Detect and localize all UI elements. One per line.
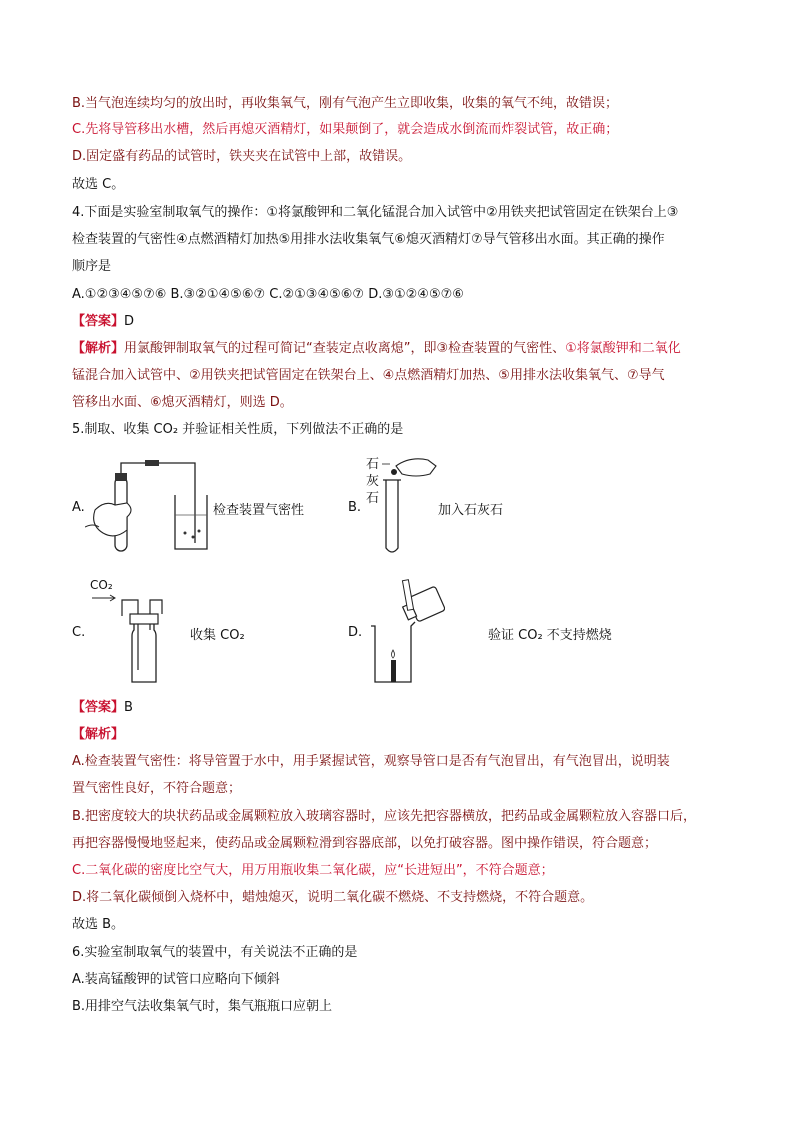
text-line: C.先将导管移出水槽，然后再熄灭酒精灯，如果颠倒了，就会造成水倒流而炸裂试管，故正确； [72, 122, 619, 137]
option-d-caption: 验证 CO₂ 不支持燃烧 [488, 628, 612, 643]
analysis-line: C.二氧化碳的密度比空气大，用万用瓶收集二氧化碳，应“长进短出”，不符合题意； [72, 863, 554, 878]
question-4-line: 顺序是 [72, 259, 112, 274]
text-line: D.固定盛有药品的试管时，铁夹夹在试管中上部，故错误。 [72, 149, 412, 164]
analysis-line: A.检查装置气密性：将导管置于水中，用手紧握试管，观察导管口是否有气泡冒出，有气泡冒出，说明装 [72, 754, 670, 769]
analysis-bracket: 【解析】 [72, 341, 125, 356]
question-4-line: 检查装置的气密性④点燃酒精灯加热⑤用排水法收集氧气⑥熄灭酒精灯⑦导气管移出水面。其正确的操作 [72, 232, 665, 247]
answer-line [72, 313, 134, 331]
analysis-bracket: 【解析】 [72, 727, 125, 742]
analysis-line [72, 340, 681, 358]
answer-line [72, 699, 133, 717]
option-c-label: C. [72, 625, 86, 640]
limestone-char: 灰 [366, 474, 380, 489]
answer-value: B [124, 700, 133, 715]
answer-bracket: 【答案】 [72, 700, 125, 715]
limestone-char: 石 [366, 457, 380, 472]
analysis-line: 置气密性良好，不符合题意； [72, 781, 242, 796]
question-4-line: 4.下面是实验室制取氧气的操作：①将氯酸钾和二氧化锰混合加入试管中②用铁夹把试管固定在铁架台上③ [72, 205, 679, 220]
analysis-line: 锰混合加入试管中、②用铁夹把试管固定在铁架台上、④点燃酒精灯加热、⑤用排水法收集氧气、⑦导气 [72, 368, 665, 383]
option-b-label: B. [348, 500, 362, 515]
limestone-char: 石 [366, 491, 380, 506]
option-a-caption: 检查装置气密性 [213, 503, 305, 518]
airtight-check-figure [85, 455, 215, 555]
select-line: 故选 B。 [72, 917, 125, 932]
analysis-line: 管移出水面、⑥熄灭酒精灯，则选 D。 [72, 395, 293, 410]
analysis-line: D.将二氧化碳倾倒入烧杯中，蜡烛熄灭，说明二氧化碳不燃烧、不支持燃烧，不符合题意。 [72, 890, 594, 905]
text-line: 故选 C。 [72, 177, 125, 192]
answer-value: D [124, 314, 135, 329]
option-c-caption: 收集 CO₂ [190, 628, 245, 643]
limestone-vertical-label [366, 456, 380, 507]
option-b-caption: 加入石灰石 [438, 503, 504, 518]
co2-candle-figure [365, 578, 445, 688]
question-6-option: B.用排空气法收集氧气时，集气瓶瓶口应朝上 [72, 999, 333, 1014]
co2-label: CO₂ [90, 578, 113, 592]
answer-bracket: 【答案】 [72, 314, 125, 329]
option-a-label: A. [72, 500, 85, 515]
analysis-text-red: ①将氯酸钾和二氧化 [565, 341, 681, 356]
analysis-text: 用氯酸钾制取氧气的过程可简记“查装定点收离熄”，即③检查装置的气密性、 [124, 341, 566, 356]
option-d-label: D. [348, 625, 363, 640]
collect-co2-figure [92, 590, 192, 685]
question-5-line: 5.制取、收集 CO₂ 并验证相关性质，下列做法不正确的是 [72, 422, 404, 437]
analysis-line: 再把容器慢慢地竖起来，使药品或金属颗粒滑到容器底部，以免打破容器。图中操作错误，符合题意； [72, 836, 658, 851]
add-limestone-figure [380, 452, 440, 560]
question-6-option: A.装高锰酸钾的试管口应略向下倾斜 [72, 972, 280, 987]
question-6-line: 6.实验室制取氧气的装置中，有关说法不正确的是 [72, 945, 358, 960]
analysis-line: B.把密度较大的块状药品或金属颗粒放入玻璃容器时，应该先把容器横放，把药品或金属颗粒放入容器口后， [72, 809, 697, 824]
text-line: B.当气泡连续均匀的放出时，再收集氧气，刚有气泡产生立即收集，收集的氧气不纯，故错误； [72, 96, 619, 111]
question-4-options: A.①②③④⑤⑦⑥ B.③②①④⑤⑥⑦ C.②①③④⑤⑥⑦ D.③①②④⑤⑦⑥ [72, 287, 464, 302]
